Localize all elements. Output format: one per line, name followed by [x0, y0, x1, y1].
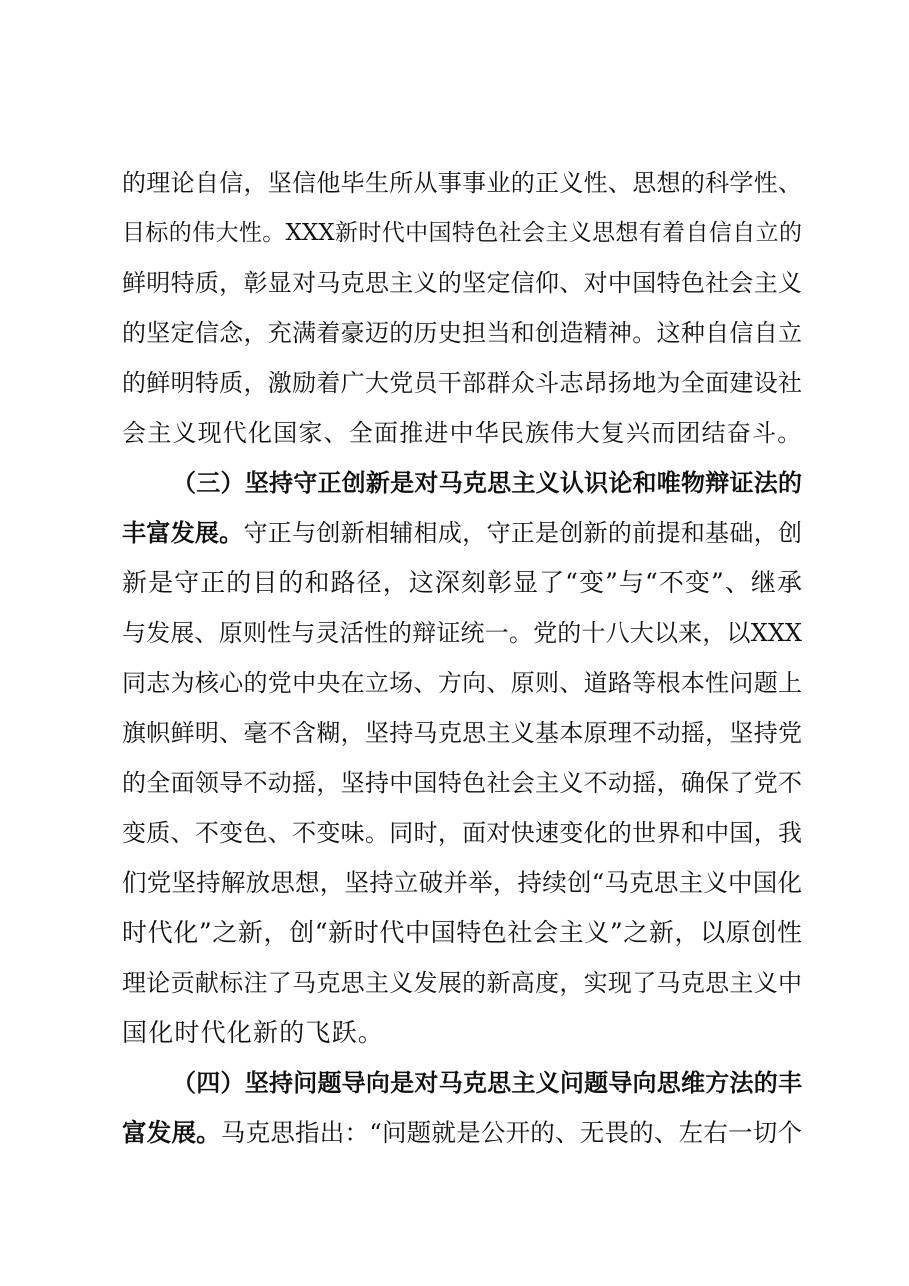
text-line: 鲜明特质，彰显对马克思主义的坚定信仰、对中国特色社会主义: [122, 269, 802, 297]
text-run: 守正与创新相辅相成，守正是创新的前提和基础，创: [243, 519, 803, 547]
text-line: 旗帜鲜明、毫不含糊，坚持马克思主义基本原理不动摇，坚持党: [122, 719, 802, 747]
text-line: 时代化”之新，创“新时代中国特色社会主义”之新，以原创性: [122, 918, 802, 947]
text-line: 目标的伟大性。XXX新时代中国特色社会主义思想有着自信自立的: [122, 220, 802, 246]
text-line: 同志为核心的党中央在立场、方向、原则、道路等根本性问题上: [122, 669, 802, 697]
section-heading-3-end: 丰富发展。: [122, 518, 244, 547]
section-heading-3: （三）坚持守正创新是对马克思主义认识论和唯物辩证法的: [172, 468, 802, 497]
text-line: 的坚定信念，充满着豪迈的历史担当和创造精神。这种自信自立: [122, 319, 802, 347]
text-line: 们党坚持解放思想，坚持立破并举，持续创“马克思主义中国化: [122, 868, 802, 897]
text-line: 的全面领导不动摇，坚持中国特色社会主义不动摇，确保了党不: [122, 769, 802, 797]
section-heading-4-end: 富发展。: [122, 1118, 221, 1147]
text-line: 变质、不变色、不变味。同时，面对快速变化的世界和中国，我: [122, 819, 802, 847]
text-run: 马克思指出：“问题就是公开的、无畏的、左右一切个: [220, 1118, 802, 1147]
text-line: 与发展、原则性与灵活性的辩证统一。党的十八大以来，以XXX: [122, 619, 802, 647]
text-line: [122, 513, 802, 553]
text-line: 理论贡献标注了马克思主义发展的新高度，实现了马克思主义中: [122, 969, 802, 997]
text-line: 新是守正的目的和路径，这深刻彰显了“变”与“不变”、继承: [122, 568, 802, 597]
text-line: 的理论自信，坚信他毕生所从事事业的正义性、思想的科学性、: [122, 169, 802, 197]
section-heading-4: （四）坚持问题导向是对马克思主义问题导向思维方法的丰: [172, 1068, 802, 1097]
text-line: 会主义现代化国家、全面推进中华民族伟大复兴而团结奋斗。: [122, 419, 803, 447]
text-line: 国化时代化新的飞跃。: [122, 1018, 385, 1047]
text-line: 的鲜明特质，激励着广大党员干部群众斗志昂扬地为全面建设社: [122, 369, 802, 397]
text-line: [122, 1113, 802, 1153]
